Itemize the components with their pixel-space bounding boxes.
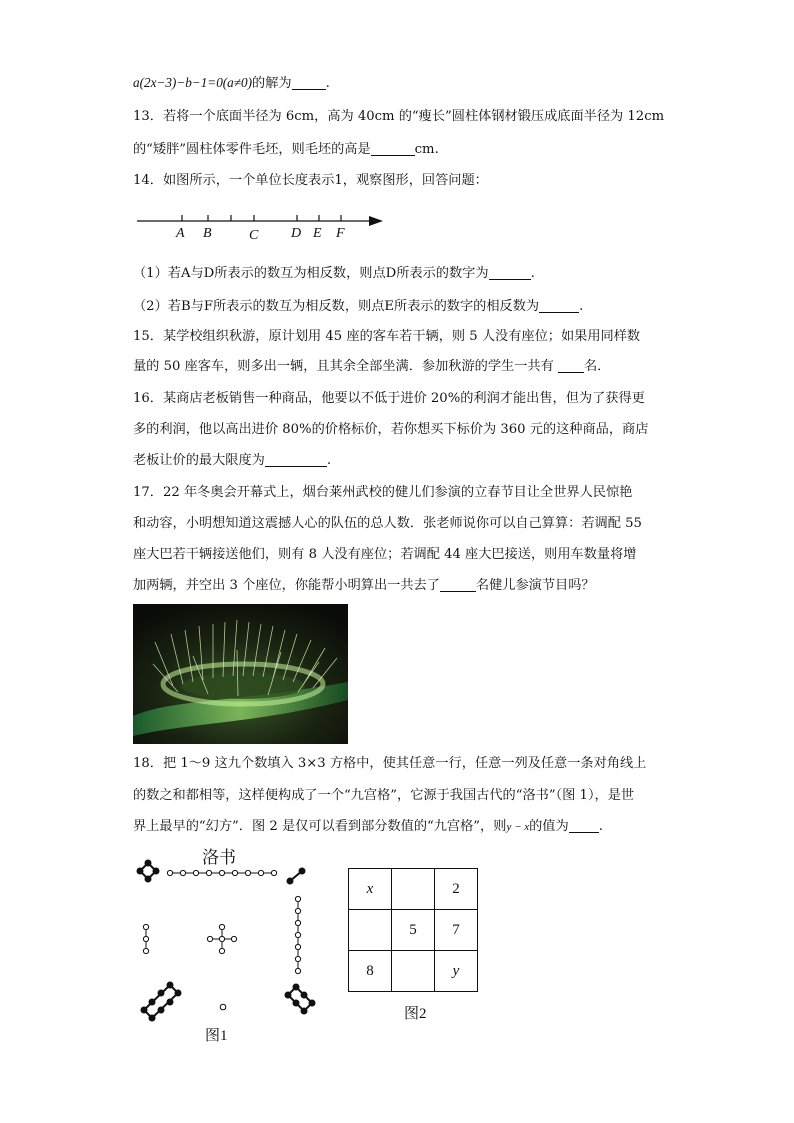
q17-line4-end: 名健儿参演节目吗？ xyxy=(475,578,595,593)
q14-sub1-blank xyxy=(489,265,531,280)
grid-cell xyxy=(392,869,435,910)
q14-sub2-text: （2）若B与F所表示的数互为相反数，则点E所表示的数字的相反数为 xyxy=(133,299,540,314)
q17-answer-blank xyxy=(440,577,476,592)
group-three-white xyxy=(143,924,148,953)
q16-answer-blank xyxy=(265,452,327,467)
grid-cell: 2 xyxy=(435,869,478,910)
grid-row xyxy=(349,869,478,910)
q13-answer-blank xyxy=(371,141,415,156)
group-one-white xyxy=(220,1004,226,1010)
label-b: B xyxy=(203,226,212,241)
q17-line4 xyxy=(133,577,595,595)
figure1-caption: 图1 xyxy=(205,1028,228,1044)
q18-line2: 的数之和都相等，这样便构成了一个“九宫格”，它源于我国古代的“洛书”（图 1），是世 xyxy=(133,788,635,803)
grid-cell: 8 xyxy=(349,951,392,992)
q15-line1: 15．某学校组织秋游，原计划用 45 座的客车若干辆，则 5 人没有座位；如果用同样数 xyxy=(133,329,641,344)
group-four-black xyxy=(137,860,160,883)
label-c: C xyxy=(249,228,259,243)
q18-line3-text: 界上最早的“幻方”．图 2 是仅可以看到部分数值的“九宫格”，则 xyxy=(133,819,507,834)
q16-line3 xyxy=(133,452,331,470)
q17-line3: 座大巴若干辆接送他们，则有 8 人没有座位；若调配 44 座大巴接送，则用车数量将增 xyxy=(133,547,637,562)
number-line-ticks xyxy=(182,215,341,221)
q13-line2-text: 的“矮胖”圆柱体零件毛坯，则毛坯的高是 xyxy=(133,142,371,157)
q16-line3-text: 老板让价的最大限度为 xyxy=(133,453,265,468)
group-five-white xyxy=(207,924,236,953)
grid-cell: y xyxy=(435,951,478,992)
q14-intro: 14．如图所示，一个单位长度表示1，观察图形，回答问题： xyxy=(133,173,488,188)
label-e: E xyxy=(313,226,322,241)
q13-line1: 13．若将一个底面半径为 6cm，高为 40cm 的“瘦长”圆柱体钢材锻压成底面半径为 12cm xyxy=(133,109,665,124)
q14-sub2-end: . xyxy=(579,299,584,314)
q14-sub1 xyxy=(133,265,535,283)
q15-answer-blank xyxy=(558,358,584,373)
grid-cell: 5 xyxy=(392,910,435,951)
q14-sub2 xyxy=(133,298,583,316)
q12-tail: 的解为 xyxy=(252,76,292,91)
group-six-black xyxy=(285,984,316,1015)
luoshu-title: 洛书 xyxy=(202,848,236,867)
q16-line1: 16．某商店老板销售一种商品，他要以不低于进价 20%的利润才能出售，但为了获得更 xyxy=(133,391,645,406)
q13-unit: cm. xyxy=(414,142,439,157)
group-two-black xyxy=(287,868,306,885)
q12-end: . xyxy=(325,76,330,91)
group-eight-black xyxy=(141,982,182,1022)
q12-answer-blank xyxy=(292,75,326,90)
q18-line3 xyxy=(133,818,603,836)
q14-sub1-text: （1）若A与D所表示的数互为相反数，则点D所表示的数字为 xyxy=(133,266,489,281)
grid-row xyxy=(349,951,478,992)
q18-line3-tail: 的值为 xyxy=(529,819,569,834)
grid-cell xyxy=(349,910,392,951)
grid-cell: 7 xyxy=(435,910,478,951)
q16-end: . xyxy=(326,453,332,468)
grid-cell xyxy=(392,951,435,992)
q13-line2 xyxy=(133,141,439,159)
q17-line2: 和动容，小明想知道这震撼人心的队伍的总人数．张老师说你可以自己算算：若调配 55 xyxy=(133,516,642,531)
grid-row xyxy=(349,910,478,951)
q18-line1: 18．把 1～9 这九个数填入 3×3 方格中，使其任意一行，任意一列及任意一条对角线上 xyxy=(133,756,647,771)
q14-sub2-blank xyxy=(539,298,579,313)
luoshu-figure xyxy=(130,845,320,1045)
label-a: A xyxy=(176,226,185,241)
label-d: D xyxy=(291,226,302,241)
figure2-caption: 图2 xyxy=(404,1006,427,1022)
q18-end: . xyxy=(598,819,603,834)
grid-cell: x xyxy=(349,869,392,910)
q17-line1: 17．22 年冬奥会开幕式上，烟台莱州武校的健儿们参演的立春节目让全世界人民惊艳 xyxy=(133,485,633,500)
q12-line xyxy=(133,74,330,93)
q15-line2 xyxy=(133,358,610,376)
olympic-performance-photo xyxy=(133,604,348,744)
magic-square-grid xyxy=(348,868,478,992)
label-f: F xyxy=(336,226,345,241)
q15-line2-text: 量的 50 座客车，则多出一辆，且其余全部坐满．参加秋游的学生一共有 xyxy=(133,359,554,374)
q18-answer-blank xyxy=(569,818,599,833)
q15-unit: 名． xyxy=(584,359,611,374)
group-nine-white xyxy=(167,870,276,875)
q18-expression: y − x xyxy=(506,821,530,833)
number-line-figure xyxy=(133,210,393,244)
q12-equation: a(2x−3)−b−1=0(a≠0) xyxy=(133,75,253,90)
group-seven-white xyxy=(295,896,300,973)
q16-line2: 多的利润，他以高出进价 80%的价格标价，若你想买下标价为 360 元的这种商品，商店 xyxy=(133,422,649,437)
q17-line4-text: 加两辆，并空出 3 个座位，你能帮小明算出一共去了 xyxy=(133,578,440,593)
number-line-arrow xyxy=(369,216,383,226)
q14-sub1-end: . xyxy=(530,266,535,281)
